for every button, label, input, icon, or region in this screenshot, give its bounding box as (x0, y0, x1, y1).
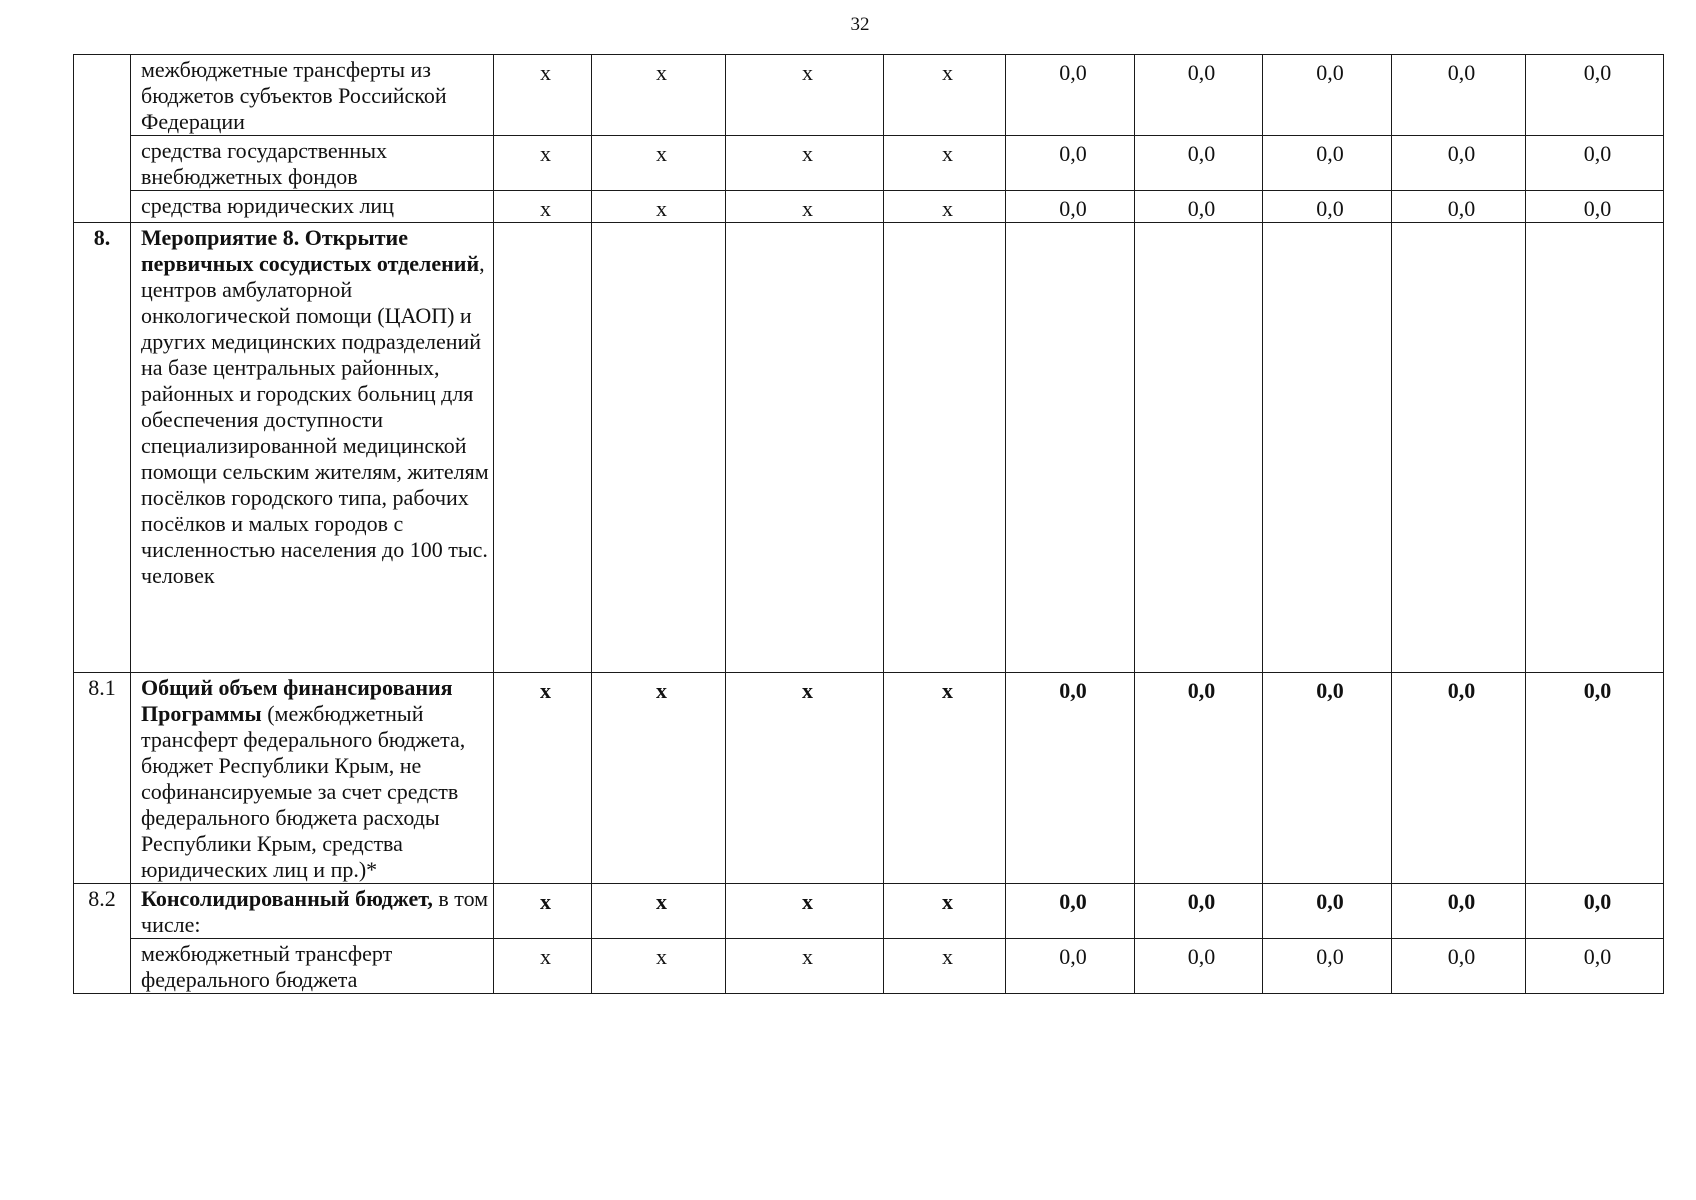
value-cell: х (592, 55, 726, 136)
value-cell: х (884, 939, 1006, 994)
value-cell: 0,0 (1135, 136, 1263, 191)
row-description-bold: Мероприятие 8. Открытие первичных сосудистых отделений (141, 225, 480, 276)
value-cell: 0,0 (1006, 136, 1135, 191)
value-cell: 0,0 (1392, 55, 1526, 136)
row-number-cell: 8.1 (74, 673, 131, 884)
value-cell: х (884, 191, 1006, 223)
value-cell: 0,0 (1392, 191, 1526, 223)
value-cell: 0,0 (1526, 939, 1664, 994)
row-description-bold: Общий объем финансирования Программы (141, 675, 453, 726)
value-cell: 0,0 (1263, 939, 1392, 994)
value-cell: 0,0 (1135, 673, 1263, 884)
table-row-8-1 (74, 673, 1664, 884)
value-cell (494, 223, 592, 673)
value-cell: х (726, 939, 884, 994)
value-cell: х (494, 55, 592, 136)
value-cell: 0,0 (1263, 55, 1392, 136)
value-cell: 0,0 (1526, 136, 1664, 191)
row-description (131, 673, 494, 884)
value-cell: 0,0 (1392, 673, 1526, 884)
value-cell: 0,0 (1135, 939, 1263, 994)
row-description-text: (межбюджетный трансферт федерального бюджета, бюджет Республики Крым, не софинансируемые за счет средств федерального бюджета расходы Республики Крым, средства юридических лиц и пр.)* (141, 701, 466, 882)
value-cell: 0,0 (1006, 55, 1135, 136)
value-cell: 0,0 (1263, 191, 1392, 223)
value-cell (1392, 223, 1526, 673)
value-cell: 0,0 (1006, 884, 1135, 939)
value-cell: 0,0 (1526, 191, 1664, 223)
row-description-bold: Консолидированный бюджет, (141, 886, 433, 911)
row-description: средства государственных внебюджетных фондов (131, 136, 494, 191)
table-row-measure-8 (74, 223, 1664, 673)
value-cell: 0,0 (1006, 191, 1135, 223)
value-cell: 0,0 (1135, 55, 1263, 136)
value-cell: х (494, 884, 592, 939)
value-cell (884, 223, 1006, 673)
value-cell (726, 223, 884, 673)
value-cell: х (592, 939, 726, 994)
value-cell: х (884, 673, 1006, 884)
value-cell: х (726, 55, 884, 136)
value-cell: х (884, 55, 1006, 136)
table-row (74, 939, 1664, 994)
row-description-text: в том числе: (141, 886, 489, 937)
value-cell: х (494, 939, 592, 994)
value-cell: х (592, 673, 726, 884)
row-description (131, 884, 494, 939)
value-cell (1526, 223, 1664, 673)
value-cell: 0,0 (1263, 884, 1392, 939)
value-cell: 0,0 (1263, 673, 1392, 884)
table-row (74, 191, 1664, 223)
table-row-8-2 (74, 884, 1664, 939)
row-description-text: , центров амбулаторной онкологической помощи (ЦАОП) и других медицинских подразделений на базе центральных районных, районных и городских больниц для обеспечения доступности специализированной медицинской помощи сельским жителям, жителям посёлков городского типа, рабочих посёлков и малых городов с численностью населения до 100 тыс. человек (141, 251, 489, 588)
value-cell: х (592, 884, 726, 939)
financing-table (73, 54, 1664, 994)
row-number-cell: 8. (74, 223, 131, 673)
value-cell: х (494, 136, 592, 191)
row-number-cell (74, 55, 131, 223)
value-cell: 0,0 (1135, 191, 1263, 223)
row-description: межбюджетный трансферт федерального бюджета (131, 939, 494, 994)
value-cell: 0,0 (1392, 884, 1526, 939)
value-cell: х (592, 191, 726, 223)
value-cell (592, 223, 726, 673)
value-cell (1006, 223, 1135, 673)
value-cell: 0,0 (1526, 884, 1664, 939)
value-cell: 0,0 (1526, 673, 1664, 884)
value-cell: х (884, 884, 1006, 939)
value-cell: х (494, 673, 592, 884)
value-cell: х (726, 884, 884, 939)
value-cell: х (494, 191, 592, 223)
value-cell: 0,0 (1135, 884, 1263, 939)
value-cell: 0,0 (1392, 939, 1526, 994)
value-cell: х (726, 136, 884, 191)
value-cell: 0,0 (1526, 55, 1664, 136)
value-cell: х (726, 673, 884, 884)
value-cell: х (592, 136, 726, 191)
value-cell (1135, 223, 1263, 673)
row-description: межбюджетные трансферты из бюджетов субъектов Российской Федерации (131, 55, 494, 136)
value-cell: 0,0 (1006, 673, 1135, 884)
page-number: 32 (850, 14, 870, 35)
value-cell: х (884, 136, 1006, 191)
table-row (74, 136, 1664, 191)
value-cell (1263, 223, 1392, 673)
row-number-cell: 8.2 (74, 884, 131, 994)
value-cell: 0,0 (1006, 939, 1135, 994)
value-cell: 0,0 (1392, 136, 1526, 191)
row-description (131, 223, 494, 673)
value-cell: 0,0 (1263, 136, 1392, 191)
row-description: средства юридических лиц (131, 191, 494, 223)
value-cell: х (726, 191, 884, 223)
table-row (74, 55, 1664, 136)
